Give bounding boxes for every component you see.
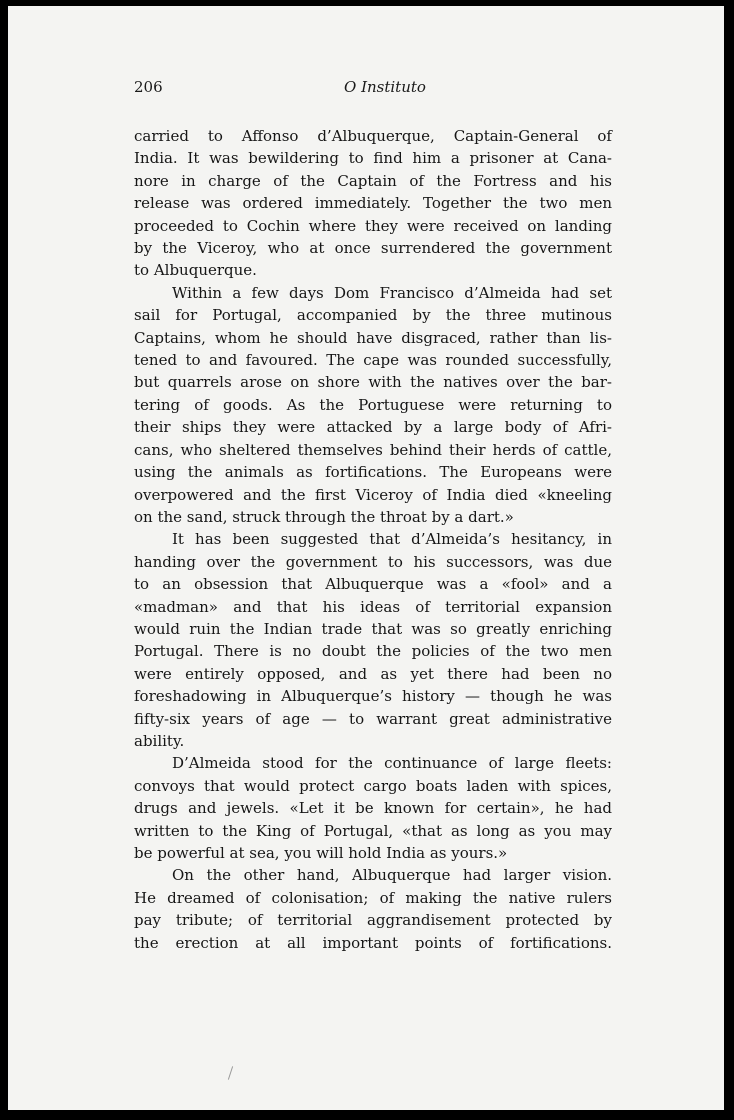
text-line: convoys that would protect cargo boats laden with spices, — [134, 776, 612, 795]
text-line: using the animals as fortifications. The Europeans were — [134, 463, 612, 482]
text-line: sail for Portugal, accompanied by the three mutinous — [134, 306, 612, 325]
text-line: Within a few days Dom Francisco d’Almeida had set — [172, 283, 612, 302]
text-line: On the other hand, Albuquerque had larger vision. — [172, 866, 612, 885]
text-line: by the Viceroy, who at once surrendered the government — [134, 239, 612, 258]
text-line: release was ordered immediately. Together the two men — [134, 194, 612, 213]
text-line: cans, who sheltered themselves behind their herds of cattle, — [134, 440, 612, 459]
text-line: would ruin the Indian trade that was so greatly enriching — [134, 619, 612, 638]
paragraph — [134, 282, 612, 528]
text-line: proceeded to Cochin where they were received on landing — [134, 216, 612, 235]
text-line: nore in charge of the Captain of the Fortress and his — [134, 171, 612, 190]
text-line: to an obsession that Albuquerque was a «fool» and a — [134, 575, 612, 594]
text-line: to Albuquerque. — [134, 261, 257, 280]
text-line: Portugal. There is no doubt the policies of the two men — [134, 642, 612, 661]
text-line: India. It was bewildering to find him a prisoner at Cana- — [134, 149, 612, 168]
text-line: carried to Affonso d’Albuquerque, Captain-General of — [134, 127, 612, 145]
text-line: their ships they were attacked by a large body of Afri- — [134, 418, 612, 437]
text-line: be powerful at sea, you will hold India as yours.» — [134, 844, 508, 862]
text-line: on the sand, struck through the throat by a dart.» — [134, 507, 514, 526]
paragraph — [134, 864, 612, 954]
text-line: D’Almeida stood for the continuance of large fleets: — [172, 754, 612, 773]
text-line: ability. — [134, 731, 185, 750]
text-line: tering of goods. As the Portuguese were returning to — [134, 395, 612, 414]
running-header — [134, 78, 612, 106]
paragraph — [134, 752, 612, 864]
text-line: handing over the government to his successors, was due — [134, 552, 612, 571]
text-line: «madman» and that his ideas of territorial expansion — [134, 597, 612, 616]
text-line: the erection at all important points of fortifications. — [134, 933, 612, 952]
text-line: Captains, whom he should have disgraced, rather than lis- — [134, 328, 612, 347]
journal-title: O Instituto — [344, 78, 426, 96]
text-line: foreshadowing in Albuquerque’s history — though he was — [134, 687, 612, 706]
text-line: were entirely opposed, and as yet there had been no — [134, 664, 612, 683]
scan-artifact-mark — [228, 1066, 233, 1080]
paragraph — [134, 125, 612, 282]
text-line: but quarrels arose on shore with the natives over the bar- — [134, 373, 612, 392]
text-line: overpowered and the first Viceroy of India died «kneeling — [134, 485, 612, 504]
book-page — [8, 6, 724, 1110]
text-line: written to the King of Portugal, «that as long as you may — [134, 821, 612, 840]
text-line: He dreamed of colonisation; of making the native rulers — [134, 888, 612, 907]
text-line: fifty-six years of age — to warrant great administrative — [134, 709, 612, 728]
text-line: pay tribute; of territorial aggrandisement protected by — [134, 911, 612, 930]
text-line: drugs and jewels. «Let it be known for certain», he had — [134, 799, 612, 818]
paragraph — [134, 528, 612, 752]
body-text — [134, 125, 612, 954]
page-number: 206 — [134, 78, 163, 96]
text-line: tened to and favoured. The cape was rounded successfully, — [134, 351, 612, 370]
text-line: It has been suggested that d’Almeida’s hesitancy, in — [172, 530, 612, 549]
